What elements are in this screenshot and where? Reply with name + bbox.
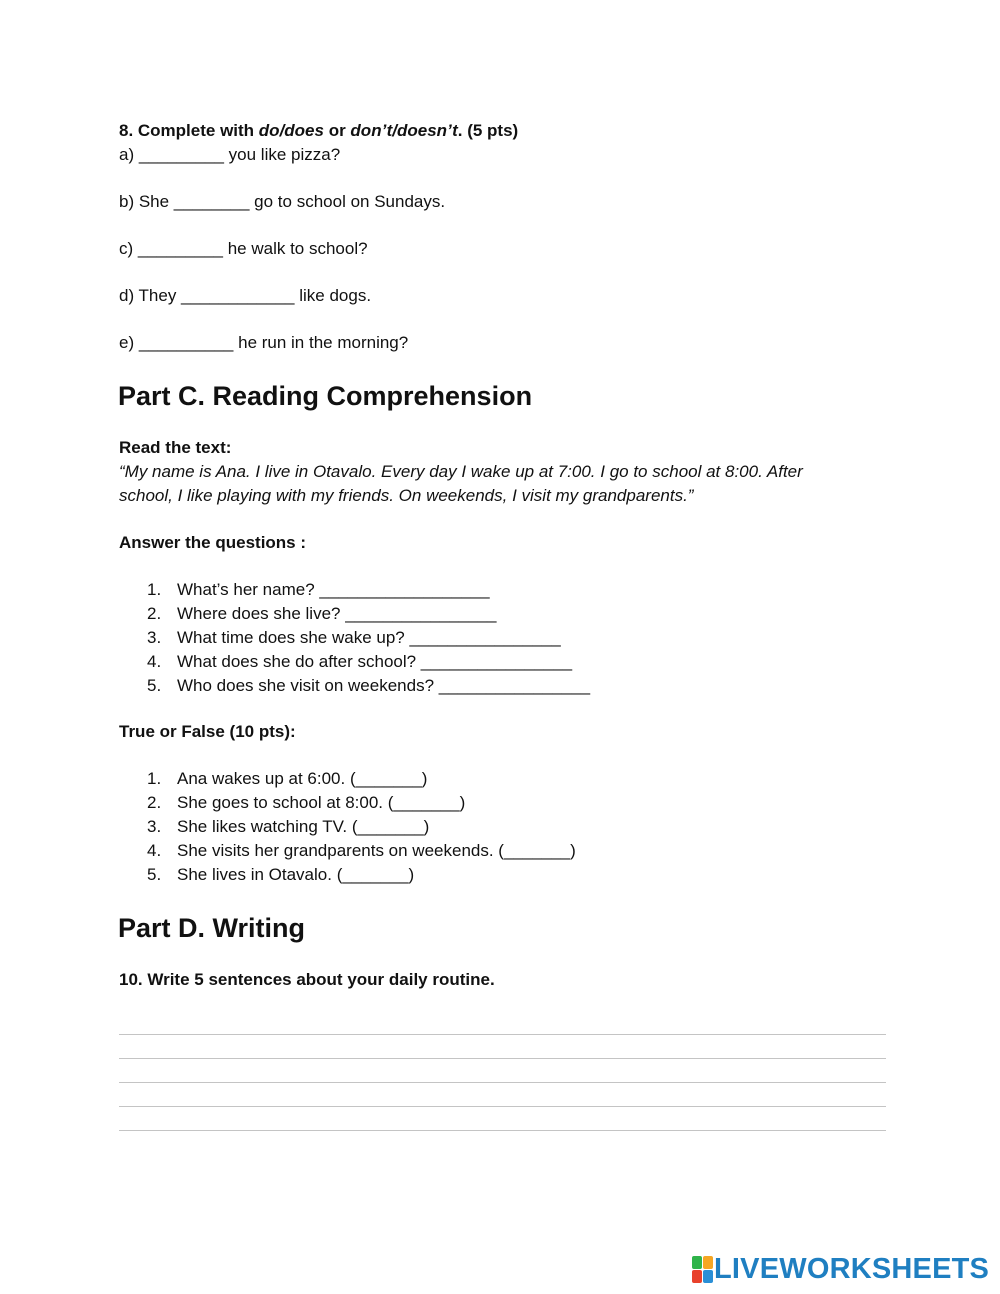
liveworksheets-mark-icon: [692, 1256, 712, 1282]
reading-text-line-2: school, I like playing with my friends. On weekends, I visit my grandparents.”: [119, 486, 694, 505]
writing-line-4[interactable]: [119, 1106, 886, 1107]
comprehension-questions-list: [147, 578, 590, 698]
writing-line-3[interactable]: [119, 1082, 886, 1083]
writing-line-2[interactable]: [119, 1058, 886, 1059]
brand-name: LIVEWORKSHEETS: [714, 1252, 990, 1285]
q8-points: . (5 pts): [457, 121, 519, 140]
part-d-title: Part D. Writing: [118, 913, 306, 943]
list-item: 2. She goes to school at 8:00. (_______): [147, 793, 466, 812]
q8-item-a: a) _________ you like pizza?: [119, 145, 341, 164]
true-false-list: [147, 767, 576, 887]
q8-item-d: d) They ____________ like dogs.: [119, 286, 372, 305]
writing-line-5[interactable]: [119, 1130, 886, 1131]
list-item: 4. What does she do after school? ________________: [147, 652, 573, 671]
list-item: 3. What time does she wake up? ________________: [147, 628, 561, 647]
answer-questions-label: Answer the questions :: [119, 533, 307, 552]
q8-item-c: c) _________ he walk to school?: [119, 239, 368, 258]
liveworksheets-logo: [692, 1252, 989, 1286]
q8-instruction: [119, 121, 518, 141]
writing-line-1[interactable]: [119, 1034, 886, 1035]
q10-instruction: 10. Write 5 sentences about your daily routine.: [119, 970, 495, 989]
list-item: 5. Who does she visit on weekends? ________________: [147, 676, 591, 695]
q8-or: or: [323, 121, 351, 140]
q8-item-e: e) __________ he run in the morning?: [119, 333, 409, 352]
list-item: 5. She lives in Otavalo. (_______): [147, 865, 415, 884]
q8-dont-doesnt: don’t/doesn’t: [350, 121, 458, 140]
reading-text-line-1: “My name is Ana. I live in Otavalo. Every day I wake up at 7:00. I go to school at 8:00. After: [119, 462, 803, 481]
part-c-title: Part C. Reading Comprehension: [118, 381, 533, 411]
list-item: 2. Where does she live? ________________: [147, 604, 497, 623]
true-false-label: True or False (10 pts):: [119, 722, 296, 741]
q8-number: 8. Complete with: [119, 121, 259, 140]
q8-item-b: b) She ________ go to school on Sundays.: [119, 192, 446, 211]
read-text-label: Read the text:: [119, 438, 232, 457]
list-item: 3. She likes watching TV. (_______): [147, 817, 430, 836]
list-item: 1. What’s her name? __________________: [147, 580, 490, 599]
list-item: 4. She visits her grandparents on weekends. (_______): [147, 841, 576, 860]
q8-do-does: do/does: [258, 121, 324, 140]
list-item: 1. Ana wakes up at 6:00. (_______): [147, 769, 428, 788]
